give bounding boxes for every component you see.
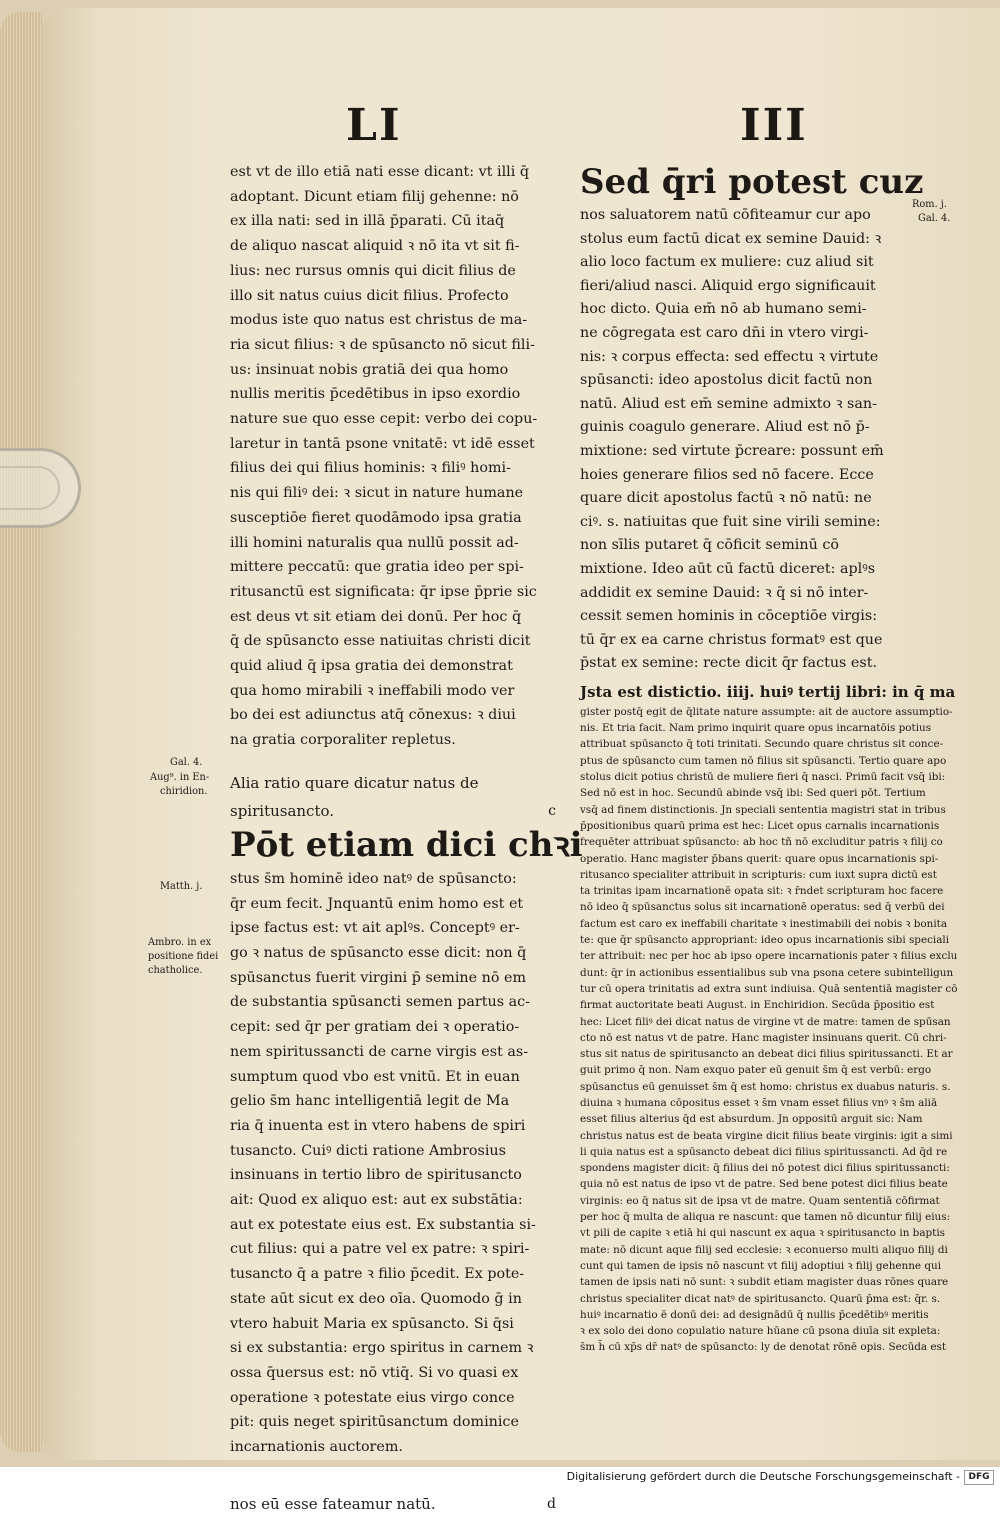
closing-heading-line-2 bbox=[230, 1492, 562, 1516]
text-line: mittere peccatū: que gratia ideo per spi- bbox=[230, 559, 524, 576]
commentary-line: ter attribuit: nec per hoc ab ipso opere incarnationis pater ꝛ filius exclu bbox=[580, 950, 958, 963]
closing-marker: d bbox=[547, 1495, 556, 1512]
text-line: non sīlis putaret q̄ cōficit seminū cō bbox=[580, 537, 839, 554]
footer-funding-text: Digitalisierung gefördert durch die Deutsche Forschungsgemeinschaft - bbox=[566, 1470, 960, 1483]
commentary-line: guit primo q̄ non. Nam exquo pater eū genuit s̄m q̄ est verbū: ergo bbox=[580, 1064, 932, 1077]
commentary-line: christus specialiter dicat natꝰ de spiritusancto. Quarū p̄ma est: q̄r. s. bbox=[580, 1292, 941, 1305]
text-line: cepit: sed q̄r per gratiam dei ꝛ operatio- bbox=[230, 1019, 520, 1036]
commentary-line: stolus dicit potius christū de muliere fieri q̄ nasci. Primū facit vsq̄ ibi: bbox=[580, 771, 946, 784]
commentary-line: esset filius alterius q̄d est absurdum. Jn oppositū arguit sic: Nam bbox=[580, 1113, 923, 1126]
text-line: ciꝰ. s. natiuitas que fuit sine virili semine: bbox=[580, 513, 881, 530]
closing-heading-text: nos eū esse fateamur natū. bbox=[230, 1494, 436, 1513]
text-line: susceptiōe fieret quodāmodo ipsa gratia bbox=[230, 509, 522, 526]
text-line: stolus eum factū dicat ex semine Dauid: ꝛ bbox=[580, 230, 882, 247]
text-line: si ex substantia: ergo spiritus in carnem ꝛ bbox=[230, 1340, 534, 1357]
commentary-line: factum est caro ex ineffabili charitate ꝛ inestimabili dei nobis ꝛ bonita bbox=[580, 917, 948, 930]
text-line: modus iste quo natus est christus de ma- bbox=[230, 312, 528, 329]
text-line: alio loco factum ex muliere: cuz aliud sit bbox=[580, 254, 874, 271]
commentary-line: huiꝰ incarnatio ē donū dei: ad designādū q̄ nullis p̄cedētibꝰ meritis bbox=[580, 1308, 929, 1321]
commentary-line: nis. Et tria facit. Nam primo inquirit quare opus incarnatōis potius bbox=[580, 722, 932, 735]
text-line: gelio s̄m hanc intelligentiā legit de Ma bbox=[230, 1093, 510, 1110]
text-line: hoies generare filios sed nō facere. Ecce bbox=[580, 466, 874, 483]
section-heading-line-1: Alia ratio quare dicatur natus de bbox=[230, 773, 479, 792]
commentary-line: dunt: q̄r in actionibus essentialibus sub vna psona cetere subintelligun bbox=[580, 966, 954, 979]
text-line: addidit ex semine Dauid: ꝛ q̄ si nō inter- bbox=[580, 584, 869, 601]
text-line: nis qui filiꝰ dei: ꝛ sicut in nature humane bbox=[230, 485, 524, 502]
commentary-line: p̄positionibus quarū prima est hec: Licet opus carnalis incarnationis bbox=[580, 819, 940, 832]
distinctio-heading: Jsta est distictio. iiij. huiꝰ tertij libri: in q̄ ma bbox=[580, 682, 956, 701]
margin-note-ambro-3: chatholice. bbox=[148, 965, 203, 976]
section-heading-text: spiritusancto. bbox=[230, 801, 335, 820]
text-line: go ꝛ natus de spūsancto esse dicit: non q̄ bbox=[230, 944, 527, 961]
commentary-block bbox=[580, 704, 958, 1356]
text-line: fieri/aliud nasci. Aliquid ergo significauit bbox=[580, 277, 876, 294]
margin-note-aug-1: Aug⁹. in En- bbox=[150, 772, 210, 783]
text-line: ipse factus est: vt ait aplꝰs. Conceptꝰ er- bbox=[230, 920, 520, 937]
text-line: ritusanctū est significata: q̄r ipse p̄prie sic bbox=[230, 583, 537, 600]
commentary-line: firmat auctoritate beati August. in Enchiridion. Secūda p̄positio est bbox=[580, 999, 935, 1012]
text-line: nos saluatorem natū cōfiteamur cur apo bbox=[580, 207, 871, 223]
text-line: filius dei qui filius hominis: ꝛ filiꝰ homi- bbox=[230, 460, 511, 477]
commentary-line: li quia natus est a spūsancto debeat dici filius spiritussancti. Ad q̄d re bbox=[580, 1145, 948, 1158]
text-line: state aūt sicut ex deo oīa. Quomodo ḡ in bbox=[230, 1290, 522, 1307]
text-line: cut filius: qui a patre vel ex patre: ꝛ spiri- bbox=[230, 1241, 530, 1258]
text-line: illo sit natus cuius dicit filius. Profecto bbox=[230, 287, 509, 304]
commentary-line: mate: nō dicunt aque filij sed ecclesie: ꝛ econuerso multi aliquo filij di bbox=[580, 1243, 948, 1256]
commentary-line: vsq̄ ad finem distinctionis. Jn speciali sententia magistri stat in tribus bbox=[580, 803, 946, 816]
commentary-line: spūsanctus eū genuisset s̄m q̄ est homo: christus ex duabus naturis. s. bbox=[580, 1080, 951, 1093]
text-line: pit: quis neget spiritūsanctum dominice bbox=[230, 1414, 519, 1431]
text-line: spūsancti: ideo apostolus dicit factū non bbox=[580, 372, 873, 389]
text-line: cessit semen hominis in cōceptiōe virgis: bbox=[580, 608, 878, 625]
text-line: hoc dicto. Quia em̄ nō ab humano semi- bbox=[580, 301, 867, 318]
text-line: p̄stat ex semine: recte dicit q̄r factus est. bbox=[580, 655, 877, 672]
text-line: ria q̄ inuenta est in vtero habens de spiri bbox=[230, 1117, 526, 1134]
page-edges bbox=[0, 12, 42, 1452]
text-line: vtero habuit Maria ex spūsancto. Si q̄si bbox=[230, 1315, 514, 1332]
text-line: q̄ de spūsancto esse natiuitas christi dicit bbox=[230, 633, 531, 650]
commentary-line: Sed nō est in hoc. Secundū abinde vsq̄ ibi: Sed queri pōt. Tertium bbox=[580, 787, 926, 800]
text-line: de substantia spūsancti semen partus ac- bbox=[230, 994, 530, 1011]
commentary-line: quia nō est natus de ipso vt de patre. Sed bene potest dici filius beate bbox=[580, 1178, 948, 1191]
text-line: stus s̄m hominē ideo natꝰ de spūsancto: bbox=[230, 870, 517, 887]
commentary-line: stus sit natus de spiritusancto an debeat dici filius spiritussancti. Et ar bbox=[580, 1048, 953, 1061]
margin-note-gal-right: Gal. 4. bbox=[918, 213, 951, 224]
margin-note-rom: Rom. j. bbox=[912, 199, 947, 210]
left-initial-line: Pōt etiam dici chꝛi bbox=[230, 824, 583, 865]
text-line: sumptum quod vbo est vnitū. Et in euan bbox=[230, 1068, 520, 1085]
commentary-line: ptus de spūsancto cum tamen nō filius sit spūsancti. Tertio quare apo bbox=[580, 754, 947, 767]
text-line: na gratia corporaliter repletus. bbox=[230, 732, 456, 749]
text-line: bo dei est adiunctus atq̄ cōnexus: ꝛ diui bbox=[230, 707, 516, 724]
margin-note-ambro-2: positione fidei bbox=[148, 951, 219, 962]
commentary-line: hec: Licet filiꝰ dei dicat natus de virgine vt de matre: tamen de spūsan bbox=[580, 1015, 951, 1028]
text-line: de aliquo nascat aliquid ꝛ nō ita vt sit fi- bbox=[230, 238, 520, 255]
text-line: ex illa nati: sed in illā p̄parati. Cū itaq̄ bbox=[230, 213, 505, 230]
text-line: nis: ꝛ corpus effecta: sed effectu ꝛ virtute bbox=[580, 348, 879, 365]
folio-left: LI bbox=[346, 100, 402, 151]
left-paragraph-1 bbox=[230, 160, 562, 753]
text-line: tū q̄r ex ea carne christus formatꝰ est que bbox=[580, 631, 883, 648]
folio-right: III bbox=[740, 100, 808, 151]
commentary-line: attribuat spūsancto q̄ toti trinitati. Secundo quare christus sit conce- bbox=[580, 738, 944, 751]
commentary-line: cto nō est natus vt de patre. Hanc magister insinuans querit. Cū chri- bbox=[580, 1031, 947, 1044]
commentary-line: operatio. Hanc magister p̄bans querit: quare opus incarnationis spi- bbox=[580, 852, 939, 865]
commentary-line: gister postq̄ egit de q̄litate nature assumpte: ait de auctore assumptio- bbox=[580, 705, 953, 718]
left-paragraph-2 bbox=[230, 867, 562, 1460]
text-line: est deus vt sit etiam dei donū. Per hoc q̄ bbox=[230, 608, 522, 625]
commentary-line: diuina ꝛ humana cōpositus esset ꝛ s̄m vnam esset filius vnꝰ ꝛ s̄m aliā bbox=[580, 1097, 938, 1109]
text-line: mixtione: sed virtute p̄creare: possunt em̄ bbox=[580, 442, 884, 459]
right-paragraph-1 bbox=[580, 204, 910, 676]
commentary-line: ritusanco specialiter attribuit in scripturis: cum iuxt supra dictū est bbox=[580, 868, 937, 881]
commentary-line: virginis: eo q̄ natus sit de ipsa vt de matre. Quam sententiā cōfirmat bbox=[580, 1194, 940, 1207]
footer-bar bbox=[0, 1467, 1000, 1487]
text-line: ne cōgregata est caro dn̄i in vtero virgi- bbox=[580, 324, 869, 341]
text-line: adoptant. Dicunt etiam filij gehenne: nō bbox=[230, 188, 519, 205]
text-line: incarnationis auctorem. bbox=[230, 1439, 403, 1456]
text-line: spūsanctus fuerit virgini p̄ semine nō em bbox=[230, 969, 527, 986]
text-line: lius: nec rursus omnis qui dicit filius de bbox=[230, 262, 516, 279]
text-line: insinuans in tertio libro de spiritusancto bbox=[230, 1167, 522, 1184]
text-line: laretur in tantā psone vnitatē: vt idē esset bbox=[230, 435, 535, 452]
margin-note-aug-2: chiridion. bbox=[160, 786, 208, 797]
commentary-line: nō ideo q̄ spūsanctus solus sit incarnationē operatus: sed q̄ verbū dei bbox=[580, 901, 945, 914]
text-line: tusancto. Cuiꝰ dicti ratione Ambrosius bbox=[230, 1142, 506, 1159]
text-line: mixtione. Ideo aūt cū factū diceret: aplꝰs bbox=[580, 560, 876, 577]
commentary-line: frequēter attribuat spūsancto: ab hoc tñ nō excluditur patris ꝛ filij co bbox=[580, 836, 943, 849]
text-line: nem spiritussancti de carne virgis est as- bbox=[230, 1043, 529, 1060]
text-line: nullis meritis p̄cedētibus in ipso exordio bbox=[230, 386, 521, 403]
text-line: ait: Quod ex aliquo est: aut ex substātia: bbox=[230, 1192, 523, 1209]
text-line: quid aliud q̄ ipsa gratia dei demonstrat bbox=[230, 658, 513, 675]
section-marker: c bbox=[548, 802, 556, 819]
text-line: ria sicut filius: ꝛ de spūsancto nō sicut fili- bbox=[230, 336, 535, 353]
commentary-line: cunt qui tamen de ipsis nō nascunt vt filij adoptiui ꝛ filij gehenne qui bbox=[580, 1259, 942, 1272]
commentary-line: vt pili de capite ꝛ etiā hi qui nascunt ex aqua ꝛ spiritusancto in baptis bbox=[580, 1227, 946, 1240]
margin-note-ambro-1: Ambro. in ex bbox=[148, 937, 212, 948]
text-line: q̄r eum fecit. Jnquantū enim homo est et bbox=[230, 895, 524, 912]
text-line: qua homo mirabili ꝛ ineffabili modo ver bbox=[230, 682, 515, 699]
commentary-line: christus natus est de beata virgine dicit filius beate virginis: igit a simi bbox=[580, 1129, 953, 1142]
text-line: illi homini naturalis qua nullū possit ad- bbox=[230, 534, 519, 551]
commentary-line: per hoc q̄ multa de aliqua re nascunt: que tamen nō dicuntur filij eius: bbox=[580, 1211, 951, 1224]
margin-note-matth: Matth. j. bbox=[160, 881, 203, 892]
commentary-line: ꝛ ex solo dei dono copulatio nature hūane cū psona diuīa sit expleta: bbox=[580, 1325, 941, 1338]
text-line: us: insinuat nobis gratiā dei qua homo bbox=[230, 361, 509, 378]
text-line: natū. Aliud est em̄ semine admixto ꝛ san- bbox=[580, 395, 877, 412]
commentary-line: tur cū opera trinitatis ad extra sunt indiuisa. Quā sententiā magister cō bbox=[580, 982, 958, 995]
text-line: aut ex potestate eius est. Ex substantia si- bbox=[230, 1216, 536, 1233]
text-line: est vt de illo etiā nati esse dicant: vt illi q̄ bbox=[230, 164, 529, 180]
commentary-line: s̄m h̄ cū xp̄s dr̄ natꝰ de spūsancto: ly de denotat rōnē opis. Secūda est bbox=[580, 1341, 947, 1354]
section-heading-line-2 bbox=[230, 799, 562, 823]
text-line: operatione ꝛ potestate eius virgo conce bbox=[230, 1389, 515, 1406]
text-line: guinis coagulo generare. Aliud est nō p̄- bbox=[580, 419, 870, 436]
margin-note-gal: Gal. 4. bbox=[170, 757, 203, 768]
text-line: quare dicit apostolus factū ꝛ nō natū: ne bbox=[580, 490, 872, 507]
text-line: nature sue quo esse cepit: verbo dei copu- bbox=[230, 411, 538, 428]
commentary-line: ta trinitas ipam incarnationē opata sit: ꝛ r̄ndet scripturam hoc facere bbox=[580, 885, 944, 898]
dfg-logo: DFG bbox=[964, 1470, 994, 1485]
right-initial-line: Sed q̄ri potest cuz bbox=[580, 162, 924, 202]
commentary-line: spondens magister dicit: q̄ filius dei nō potest dici filius spiritussancti: bbox=[580, 1162, 950, 1175]
page-clip-inner bbox=[0, 466, 60, 510]
text-line: ossa q̄uersus est: nō vtiq̄. Si vo quasi ex bbox=[230, 1364, 519, 1381]
text-line: tusancto q̄ a patre ꝛ filio p̄cedit. Ex pote- bbox=[230, 1266, 525, 1283]
commentary-line: te: que q̄r spūsancto appropriant: ideo opus incarnationis sibi speciali bbox=[580, 934, 950, 947]
left-column bbox=[230, 160, 583, 1516]
commentary-line: tamen de ipsis nati nō sunt: ꝛ subdit etiam magister duas rōnes quare bbox=[580, 1276, 949, 1289]
